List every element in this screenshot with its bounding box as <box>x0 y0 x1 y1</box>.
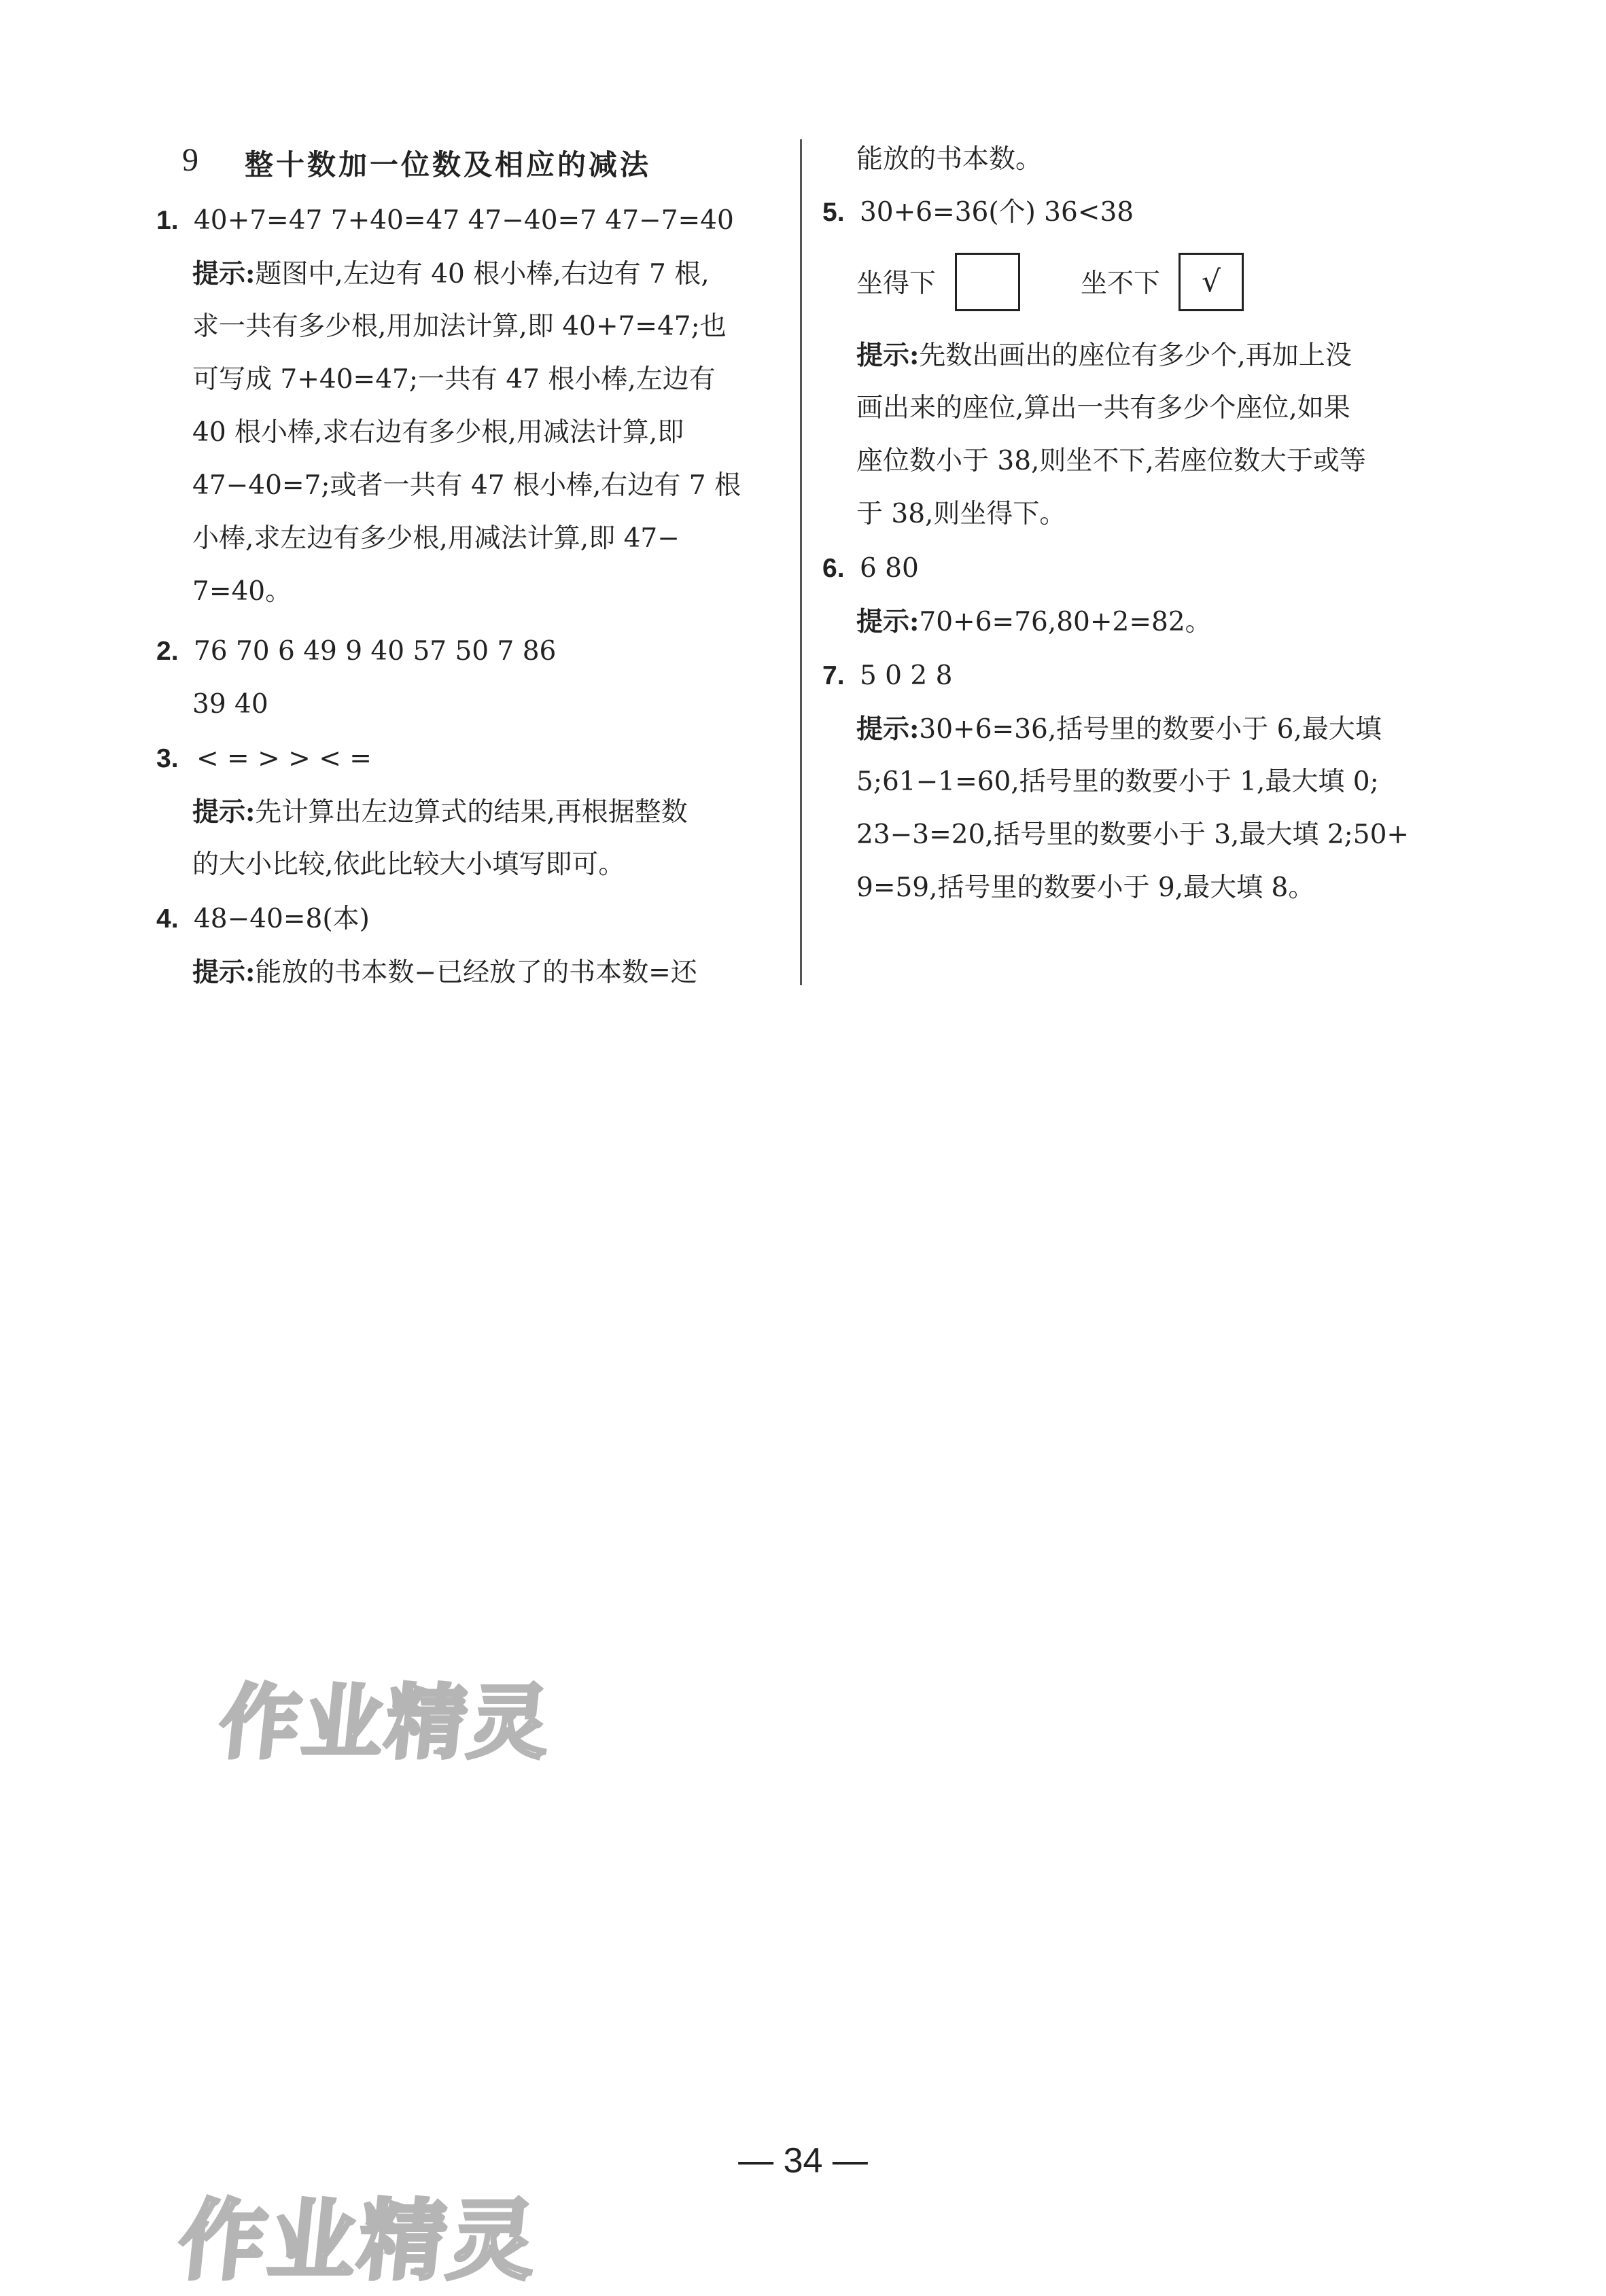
q1-hint-line-7: 7=40。 <box>192 576 292 607</box>
q5-option-2-box: √ <box>1179 253 1244 311</box>
q2-answer-line-2: 39 40 <box>192 689 268 720</box>
q7-answer-line <box>822 659 952 693</box>
q1-number: 1. <box>156 206 179 235</box>
q6-hint-line <box>856 605 1212 639</box>
q7-hint-text: 30+6=36,括号里的数要小于 6,最大填 <box>919 714 1382 745</box>
q7-hint-label: 提示: <box>856 713 920 745</box>
q4-answer: 48−40=8(本) <box>193 904 370 934</box>
q6-hint-label: 提示: <box>856 606 920 637</box>
q5-option-1-label: 坐得下 <box>856 268 937 299</box>
q5-number: 5. <box>822 198 845 227</box>
q1-hint-line-1 <box>192 257 710 292</box>
q5-hint-line-3: 座位数小于 38,则坐不下,若座位数大于或等 <box>856 446 1366 476</box>
q5-option-1-box <box>955 253 1020 311</box>
q4-hint-text: 能放的书本数−已经放了的书本数=还 <box>255 957 697 988</box>
page-number: — 34 — <box>738 2141 868 2180</box>
q1-hint-line-6: 小棒,求左边有多少根,用减法计算,即 47− <box>192 523 680 554</box>
q1-answer: 40+7=47 7+40=47 47−40=7 47−7=40 <box>193 205 734 236</box>
q4-hint-continuation: 能放的书本数。 <box>856 144 1043 175</box>
q4-hint-line-1 <box>192 955 697 990</box>
q3-hint-line-1 <box>192 795 688 830</box>
q7-hint-line-4: 9=59,括号里的数要小于 9,最大填 8。 <box>856 872 1315 903</box>
q4-hint-label: 提示: <box>192 957 256 988</box>
q3-answer: < = > > < = <box>196 743 372 774</box>
q5-hint-line-2: 画出来的座位,算出一共有多少个座位,如果 <box>856 393 1350 423</box>
q6-hint-text: 70+6=76,80+2=82。 <box>919 607 1212 637</box>
q6-number: 6. <box>822 554 845 583</box>
q7-hint-line-1 <box>856 712 1382 747</box>
q5-answer: 30+6=36(个) 36<38 <box>859 197 1134 228</box>
q2-answer-1: 76 70 6 49 9 40 57 50 7 86 <box>193 636 557 667</box>
q5-hint-text: 先数出画出的座位有多少个,再加上没 <box>919 340 1352 371</box>
q3-hint-line-2: 的大小比较,依此比较大小填写即可。 <box>192 849 625 880</box>
q5-hint-line-4: 于 38,则坐得下。 <box>856 499 1066 529</box>
q2-number: 2. <box>156 637 179 666</box>
q5-option-2-label: 坐不下 <box>1081 268 1161 299</box>
q7-hint-line-3: 23−3=20,括号里的数要小于 3,最大填 2;50+ <box>856 819 1410 850</box>
q3-number: 3. <box>156 744 179 773</box>
q7-number: 7. <box>822 661 845 690</box>
q1-hint-text: 题图中,左边有 40 根小棒,右边有 7 根, <box>255 259 710 289</box>
q6-answer: 6 80 <box>859 553 919 584</box>
q1-hint-line-5: 47−40=7;或者一共有 47 根小棒,右边有 7 根 <box>192 470 741 501</box>
watermark-logo-bottom: 作业精灵 <box>173 2191 544 2292</box>
q5-answer-line <box>822 196 1134 230</box>
q3-hint-label: 提示: <box>192 796 256 828</box>
q2-answer-line-1 <box>156 635 556 669</box>
column-divider <box>800 139 802 985</box>
q4-answer-line <box>156 902 370 936</box>
q1-hint-line-3: 可写成 7+40=47;一共有 47 根小棒,左边有 <box>192 364 716 395</box>
q7-answer: 5 0 2 8 <box>859 660 953 691</box>
section-number: 9 <box>182 142 198 178</box>
q5-hint-line-1 <box>856 338 1352 373</box>
q1-hint-label: 提示: <box>192 258 256 289</box>
q5-hint-label: 提示: <box>856 340 920 371</box>
q1-answer-line <box>156 204 734 238</box>
q3-answer-line <box>156 742 372 776</box>
q6-answer-line <box>822 552 919 586</box>
q1-hint-line-4: 40 根小棒,求右边有多少根,用减法计算,即 <box>192 417 684 448</box>
q1-hint-line-2: 求一共有多少根,用加法计算,即 40+7=47;也 <box>192 311 727 342</box>
q7-hint-line-2: 5;61−1=60,括号里的数要小于 1,最大填 0; <box>856 766 1379 797</box>
q4-number: 4. <box>156 904 179 934</box>
section-title: 整十数加一位数及相应的减法 <box>245 148 652 181</box>
q3-hint-text: 先计算出左边算式的结果,再根据整数 <box>255 797 688 828</box>
watermark-logo: 作业精灵 <box>215 1676 557 1769</box>
